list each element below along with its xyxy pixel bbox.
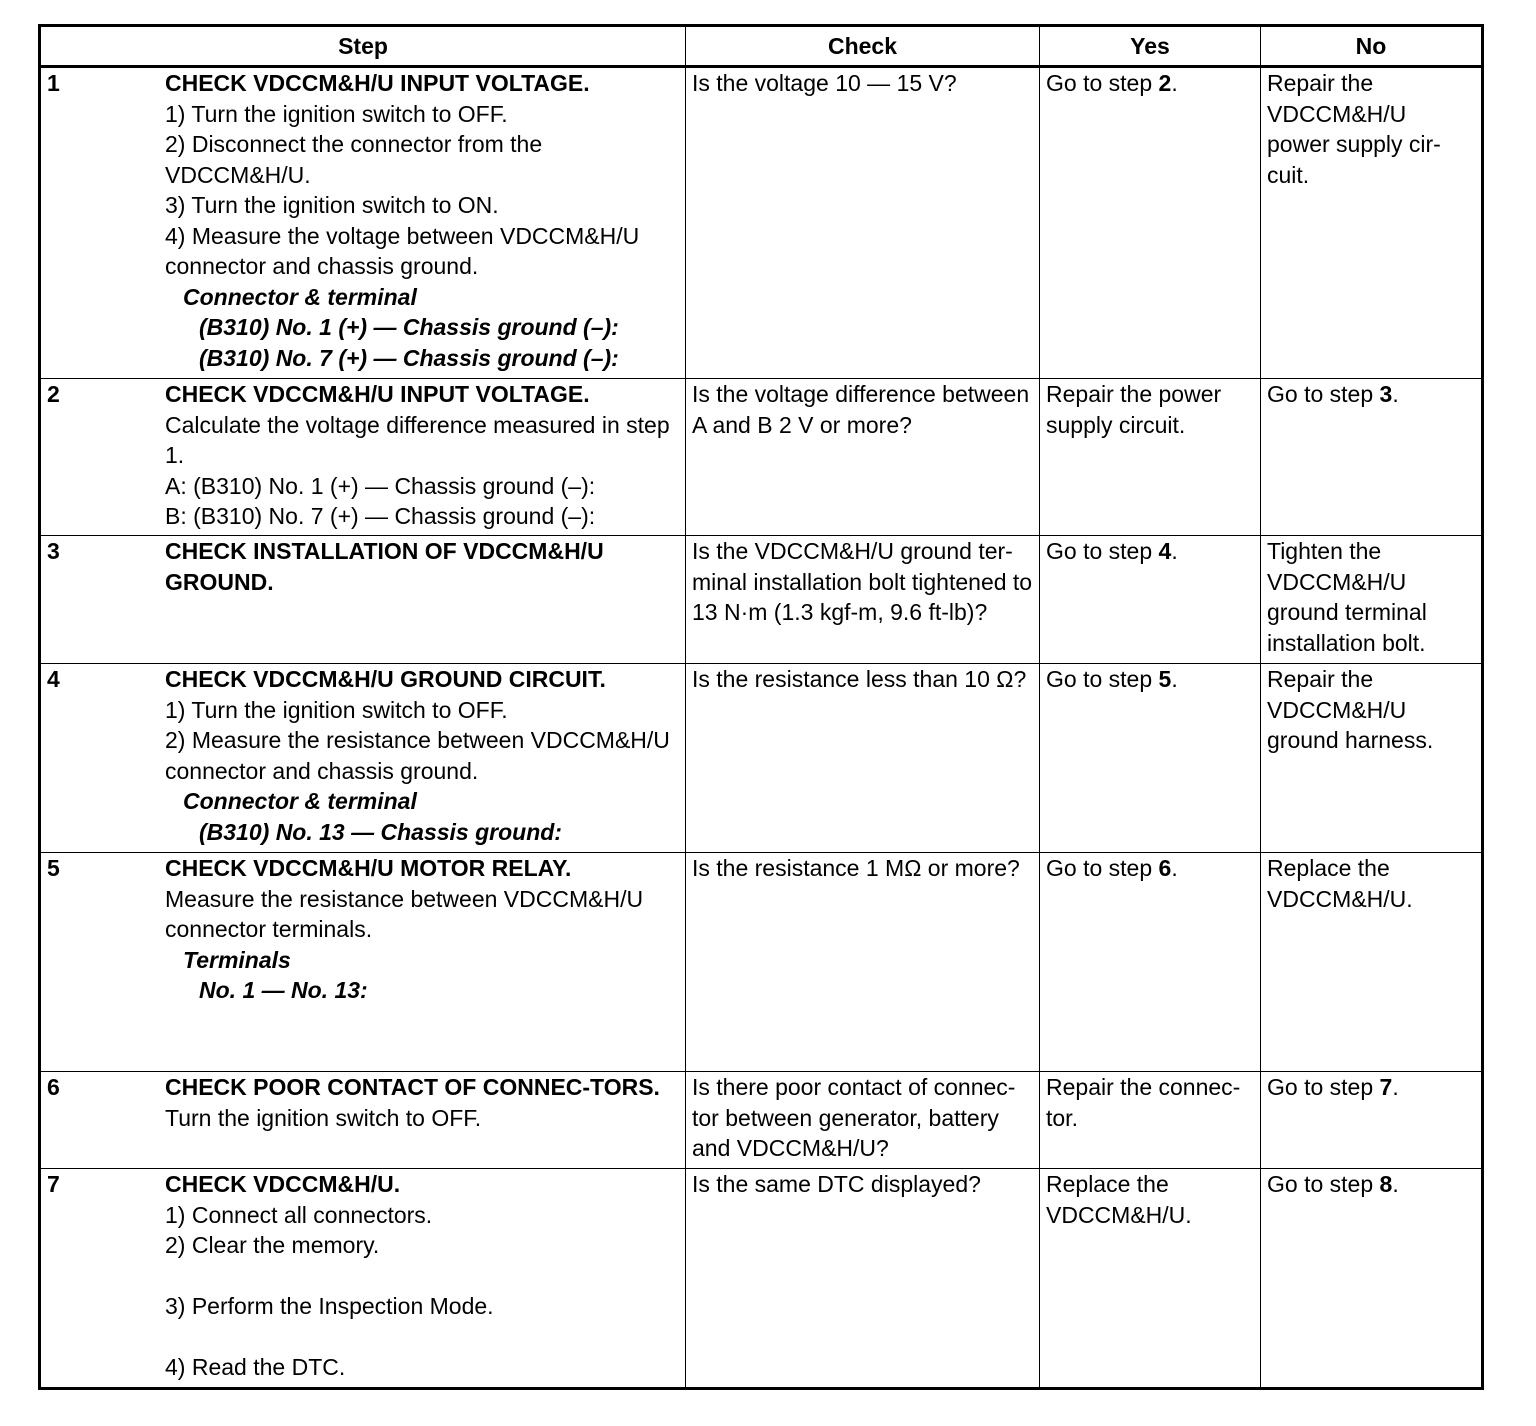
- step-cell: [40, 853, 686, 1072]
- step-title: CHECK VDCCM&H/U.: [165, 1171, 401, 1197]
- step-line: B: (B310) No. 7 (+) — Chassis ground (–):: [165, 503, 596, 529]
- check-cell: Is the voltage 10 — 15 V?: [686, 67, 1040, 379]
- spec-heading: Connector & terminal: [183, 788, 417, 814]
- step-title: CHECK VDCCM&H/U MOTOR RELAY.: [165, 855, 572, 881]
- table-row: [40, 536, 1483, 664]
- yes-cell: Repair the power supply circuit.: [1040, 379, 1261, 536]
- step-ref: 8: [1379, 1171, 1393, 1197]
- table-row: [40, 379, 1483, 536]
- step-cell: [40, 536, 686, 664]
- step-number: 4: [47, 666, 60, 692]
- yes-text-end: .: [1171, 538, 1178, 564]
- step-line: Measure the resistance between VDCCM&H/U connector terminals.: [165, 885, 644, 942]
- no-cell: Repair the VDCCM&H/U ground harness.: [1261, 664, 1483, 853]
- step-number: 1: [47, 70, 60, 96]
- header-yes: Yes: [1040, 26, 1261, 67]
- line-gap: [165, 1261, 679, 1292]
- step-title: CHECK INSTALLATION OF VDCCM&H/U GROUND.: [165, 538, 604, 595]
- check-cell: Is there poor contact of connec-tor between generator, battery and VDCCM&H/U?: [686, 1072, 1040, 1169]
- diagnostic-table: [38, 24, 1484, 1390]
- yes-cell: [1040, 67, 1261, 379]
- yes-text-end: .: [1171, 70, 1178, 96]
- step-ref: 3: [1379, 381, 1393, 407]
- table-row: [40, 1072, 1483, 1169]
- step-line: 2) Measure the resistance between VDCCM&H/U connector and chassis ground.: [165, 727, 670, 784]
- yes-text: Go to step: [1046, 538, 1159, 564]
- yes-cell: Replace the VDCCM&H/U.: [1040, 1169, 1261, 1389]
- step-ref: 5: [1158, 666, 1172, 692]
- step-title: CHECK VDCCM&H/U INPUT VOLTAGE.: [165, 70, 590, 96]
- step-number: 5: [47, 855, 60, 881]
- table-row: [40, 853, 1483, 1072]
- step-line: 2) Disconnect the connector from the VDCCM&H/U.: [165, 131, 543, 188]
- yes-cell: [1040, 536, 1261, 664]
- yes-cell: Repair the connec-tor.: [1040, 1072, 1261, 1169]
- step-line: 1) Turn the ignition switch to OFF.: [165, 100, 508, 127]
- step-ref: 2: [1158, 70, 1172, 96]
- step-cell: [40, 1169, 686, 1389]
- spec-line: (B310) No. 13 — Chassis ground:: [199, 818, 562, 845]
- check-cell: Is the resistance less than 10 Ω?: [686, 664, 1040, 853]
- step-number: 2: [47, 381, 60, 407]
- yes-text-end: .: [1171, 666, 1178, 692]
- spec-line: No. 1 — No. 13:: [199, 977, 368, 1003]
- no-cell: Repair the VDCCM&H/U power supply cir-cuit.: [1261, 67, 1483, 379]
- step-line: Turn the ignition switch to OFF.: [165, 1104, 482, 1131]
- step-number: 3: [47, 538, 60, 564]
- step-ref: 7: [1379, 1074, 1393, 1100]
- header-step: Step: [40, 26, 686, 67]
- check-cell: Is the VDCCM&H/U ground ter-minal installation bolt tightened to 13 N·m (1.3 kgf-m, 9.6 ft-lb)?: [686, 536, 1040, 664]
- step-line: 1) Turn the ignition switch to OFF.: [165, 696, 508, 723]
- no-cell: [1261, 1169, 1483, 1389]
- step-line: 2) Clear the memory.: [165, 1232, 380, 1258]
- header-no: No: [1261, 26, 1483, 67]
- step-line: 1) Connect all connectors.: [165, 1201, 433, 1228]
- no-cell: [1261, 1072, 1483, 1169]
- no-text: Go to step: [1267, 1074, 1380, 1100]
- step-cell: [40, 664, 686, 853]
- step-number: 7: [47, 1171, 60, 1197]
- line-gap: [165, 1322, 679, 1353]
- yes-cell: [1040, 664, 1261, 853]
- check-cell: Is the voltage difference between A and B 2 V or more?: [686, 379, 1040, 536]
- step-line: 3) Perform the Inspection Mode.: [165, 1293, 494, 1319]
- yes-text: Go to step: [1046, 855, 1159, 881]
- yes-cell: [1040, 853, 1261, 1072]
- no-text-end: .: [1392, 381, 1399, 407]
- step-title: CHECK POOR CONTACT OF CONNEC-TORS.: [165, 1074, 660, 1100]
- spec-heading: Connector & terminal: [183, 283, 417, 310]
- no-cell: [1261, 379, 1483, 536]
- table-row: [40, 664, 1483, 853]
- step-line: 3) Turn the ignition switch to ON.: [165, 192, 499, 218]
- yes-text: Go to step: [1046, 666, 1159, 692]
- table-row: [40, 67, 1483, 379]
- spec-heading: Terminals: [183, 946, 291, 973]
- check-cell: Is the resistance 1 MΩ or more?: [686, 853, 1040, 1072]
- step-line: 4) Read the DTC.: [165, 1354, 346, 1380]
- step-title: CHECK VDCCM&H/U INPUT VOLTAGE.: [165, 381, 590, 407]
- table-row: [40, 1169, 1483, 1389]
- header-check: Check: [686, 26, 1040, 67]
- check-cell: Is the same DTC displayed?: [686, 1169, 1040, 1389]
- no-text-end: .: [1392, 1171, 1399, 1197]
- step-line: 4) Measure the voltage between VDCCM&H/U connector and chassis ground.: [165, 222, 640, 279]
- no-cell: Replace the VDCCM&H/U.: [1261, 853, 1483, 1072]
- step-ref: 4: [1158, 538, 1172, 564]
- no-text: Go to step: [1267, 1171, 1380, 1197]
- spec-line: (B310) No. 7 (+) — Chassis ground (–):: [199, 344, 619, 371]
- step-number: 6: [47, 1074, 60, 1100]
- spec-line: (B310) No. 1 (+) — Chassis ground (–):: [199, 314, 619, 340]
- step-title: CHECK VDCCM&H/U GROUND CIRCUIT.: [165, 666, 606, 692]
- step-ref: 6: [1158, 855, 1172, 881]
- step-cell: [40, 1072, 686, 1169]
- step-cell: [40, 67, 686, 379]
- no-text-end: .: [1392, 1074, 1399, 1100]
- step-line: A: (B310) No. 1 (+) — Chassis ground (–):: [165, 472, 596, 499]
- no-text: Go to step: [1267, 381, 1380, 407]
- step-cell: [40, 379, 686, 536]
- step-line: Calculate the voltage difference measured in step 1.: [165, 411, 670, 468]
- header-row: [40, 26, 1483, 67]
- yes-text-end: .: [1171, 855, 1178, 881]
- no-cell: Tighten the VDCCM&H/U ground terminal installation bolt.: [1261, 536, 1483, 664]
- yes-text: Go to step: [1046, 70, 1159, 96]
